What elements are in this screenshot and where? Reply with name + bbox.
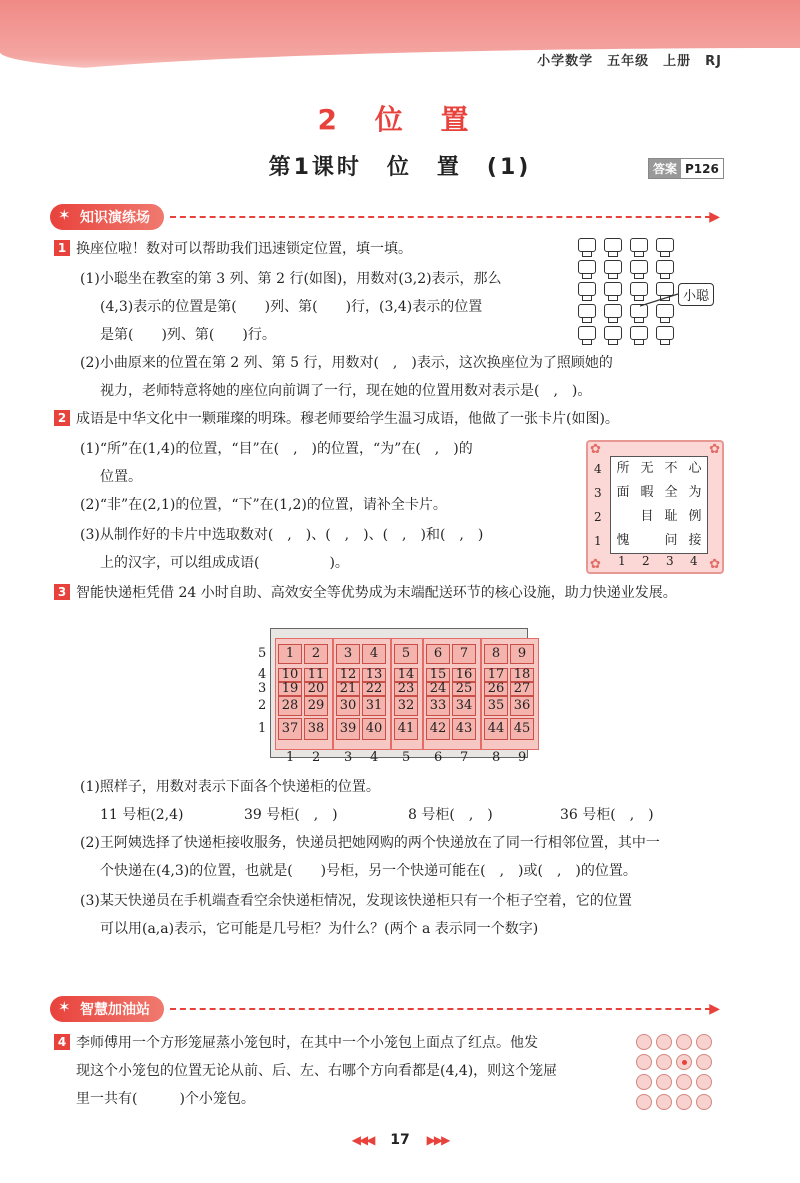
q1-p1-l2: (4,3)表示的位置是第( )列、第( )行，(3,4)表示的位置 bbox=[100, 299, 483, 315]
bun bbox=[696, 1054, 712, 1070]
locker-box: 8 bbox=[484, 644, 508, 664]
locker-box: 13 bbox=[362, 668, 386, 682]
seat bbox=[656, 260, 674, 274]
card-cell bbox=[611, 505, 635, 529]
q3-stem-text: 智能快递柜凭借 24 小时自助、高效安全等优势成为末端配送环节的核心设施，助力快递业发展。 bbox=[76, 585, 677, 601]
card-col-label: 1 bbox=[618, 554, 626, 568]
locker-box: 6 bbox=[426, 644, 450, 664]
q3-stem bbox=[54, 582, 677, 602]
seat bbox=[630, 238, 648, 252]
locker-box: 19 bbox=[278, 682, 302, 696]
locker-box: 1 bbox=[278, 644, 302, 664]
locker-row-label: 3 bbox=[258, 681, 267, 696]
q1-stem bbox=[54, 238, 412, 258]
card-cell: 全 bbox=[664, 485, 678, 500]
locker-box: 14 bbox=[394, 668, 418, 682]
card-cell: 问 bbox=[664, 533, 678, 548]
bun bbox=[696, 1034, 712, 1050]
arrow-right-icon: ▶ bbox=[709, 209, 720, 225]
q4-l2: 现这个小笼包的位置无论从前、后、左、右哪个方向看都是(4,4)，则这个笼屉 bbox=[76, 1063, 558, 1079]
q4-l3: 里一共有( )个小笼包。 bbox=[76, 1091, 255, 1107]
q2-stem-text: 成语是中华文化中一颗璀璨的明珠。穆老师要给学生温习成语，他做了一张卡片(如图)。 bbox=[76, 411, 619, 427]
bun bbox=[636, 1054, 652, 1070]
locker-box: 22 bbox=[362, 682, 386, 696]
locker-figure bbox=[256, 622, 556, 772]
bun bbox=[656, 1054, 672, 1070]
arrow-right-icon: ▶ bbox=[709, 1001, 720, 1017]
card-cell bbox=[635, 529, 659, 553]
section-practice-label: 知识演练场 bbox=[80, 210, 150, 226]
bun bbox=[696, 1074, 712, 1090]
q4-l1 bbox=[54, 1032, 538, 1052]
q3-p1-item-4: 36 号柜( , ) bbox=[560, 807, 654, 823]
card-cell: 无 bbox=[640, 461, 654, 476]
pointer-line bbox=[640, 290, 680, 310]
section-wisdom bbox=[50, 996, 720, 1022]
lesson-title: 第1课时 位 置 (1) bbox=[268, 155, 532, 180]
card-cell: 为 bbox=[688, 485, 702, 500]
star-person-icon: ✶ bbox=[58, 998, 71, 1016]
q3-p1-item-1: 11 号柜(2,4) bbox=[100, 807, 184, 823]
card-cell: 心 bbox=[688, 461, 702, 476]
arrows-left-icon: ◀◀◀ bbox=[351, 1133, 374, 1147]
card-cell: 目 bbox=[640, 509, 654, 524]
bun bbox=[656, 1074, 672, 1090]
q1-p2-l1: (2)小曲原来的位置在第 2 列、第 5 行，用数对( , )表示，这次换座位为了照顾她的 bbox=[80, 355, 613, 371]
seat bbox=[578, 238, 596, 252]
locker-box: 41 bbox=[394, 718, 418, 740]
q3-p3-l2: 可以用(a,a)表示，它可能是几号柜？为什么？(两个 a 表示同一个数字) bbox=[100, 921, 539, 937]
card-cell: 耻 bbox=[664, 509, 678, 524]
q2-p3-l2: 上的汉字，可以组成成语( )。 bbox=[100, 555, 349, 571]
card-row-label: 1 bbox=[594, 534, 602, 548]
locker-box: 5 bbox=[394, 644, 418, 664]
locker-col-label: 7 bbox=[460, 750, 469, 765]
bun bbox=[696, 1094, 712, 1110]
seat bbox=[604, 304, 622, 318]
card-row-label: 2 bbox=[594, 510, 602, 524]
bun bbox=[636, 1094, 652, 1110]
locker-box: 11 bbox=[304, 668, 328, 682]
q3-p1: (1)照样子，用数对表示下面各个快递柜的位置。 bbox=[80, 779, 380, 795]
q2-p3-l1: (3)从制作好的卡片中选取数对( , )、( , )、( , )和( , ) bbox=[80, 527, 484, 543]
locker-col-label: 4 bbox=[370, 750, 379, 765]
locker-box: 39 bbox=[336, 718, 360, 740]
locker-box: 44 bbox=[484, 718, 508, 740]
card-col-label: 3 bbox=[666, 554, 674, 568]
q2-number: 2 bbox=[54, 410, 70, 426]
locker-box: 31 bbox=[362, 696, 386, 716]
locker-box: 29 bbox=[304, 696, 328, 716]
answer-tag[interactable] bbox=[648, 158, 724, 179]
locker-col-label: 8 bbox=[492, 750, 501, 765]
arrows-right-icon: ▶▶▶ bbox=[426, 1133, 449, 1147]
bun bbox=[656, 1094, 672, 1110]
q3-p2-l2: 个快递在(4,3)的位置，也就是( )号柜，另一个快递可能在( , )或( , )的位置。 bbox=[100, 863, 637, 879]
card-row-label: 4 bbox=[594, 462, 602, 476]
card-cell: 所 bbox=[616, 461, 630, 476]
q2-p1-l1: (1)“所”在(1,4)的位置，“目”在( , )的位置，“为”在( , )的 bbox=[80, 441, 473, 457]
flower-icon: ✿ bbox=[590, 557, 601, 572]
flower-icon: ✿ bbox=[709, 442, 720, 457]
q3-p1-item-2: 39 号柜( , ) bbox=[244, 807, 338, 823]
q1-p1-l1: (1)小聪坐在教室的第 3 列、第 2 行(如图)，用数对(3,2)表示，那么 bbox=[80, 271, 502, 287]
locker-col-label: 9 bbox=[518, 750, 527, 765]
locker-box: 37 bbox=[278, 718, 302, 740]
q1-number: 1 bbox=[54, 240, 70, 256]
idiom-card bbox=[586, 440, 724, 574]
locker-row-label: 4 bbox=[258, 667, 267, 682]
bun bbox=[636, 1074, 652, 1090]
locker-box: 34 bbox=[452, 696, 476, 716]
card-col-label: 2 bbox=[642, 554, 650, 568]
page-number: 17 bbox=[390, 1132, 410, 1148]
locker-box: 10 bbox=[278, 668, 302, 682]
red-dot-bun bbox=[676, 1054, 692, 1070]
card-cell: 接 bbox=[688, 533, 702, 548]
q1-p1-l3: 是第( )列、第( )行。 bbox=[100, 327, 276, 343]
q3-p1-item-3: 8 号柜( , ) bbox=[408, 807, 493, 823]
card-row-label: 3 bbox=[594, 486, 602, 500]
locker-box: 20 bbox=[304, 682, 328, 696]
locker-box: 12 bbox=[336, 668, 360, 682]
q4-l1-text: 李师傅用一个方形笼屉蒸小笼包时，在其中一个小笼包上面点了红点。他发 bbox=[76, 1035, 538, 1051]
locker-box: 7 bbox=[452, 644, 476, 664]
locker-col-label: 6 bbox=[434, 750, 443, 765]
locker-col-label: 5 bbox=[402, 750, 411, 765]
bun bbox=[676, 1094, 692, 1110]
unit-title: 2 位 置 bbox=[317, 103, 483, 136]
locker-box: 9 bbox=[510, 644, 534, 664]
answer-page: P126 bbox=[685, 161, 719, 176]
seat bbox=[604, 282, 622, 296]
seat bbox=[578, 304, 596, 318]
locker-box: 27 bbox=[510, 682, 534, 696]
locker-box: 16 bbox=[452, 668, 476, 682]
locker-box: 4 bbox=[362, 644, 386, 664]
page-footer bbox=[0, 1132, 800, 1148]
section-wisdom-label: 智慧加油站 bbox=[80, 1002, 150, 1018]
locker-box: 24 bbox=[426, 682, 450, 696]
idiom-grid bbox=[610, 456, 708, 554]
seat bbox=[630, 260, 648, 274]
bun bbox=[636, 1034, 652, 1050]
bun bbox=[676, 1034, 692, 1050]
locker-box: 33 bbox=[426, 696, 450, 716]
locker-box: 18 bbox=[510, 668, 534, 682]
card-cell: 暇 bbox=[640, 485, 654, 500]
locker-box: 43 bbox=[452, 718, 476, 740]
flower-icon: ✿ bbox=[590, 442, 601, 457]
locker-box: 26 bbox=[484, 682, 508, 696]
locker-box: 21 bbox=[336, 682, 360, 696]
q2-p1-l2: 位置。 bbox=[100, 469, 142, 485]
locker-row-label: 1 bbox=[258, 721, 267, 736]
card-cell: 不 bbox=[664, 461, 678, 476]
locker-box: 32 bbox=[394, 696, 418, 716]
locker-box: 38 bbox=[304, 718, 328, 740]
steamer-figure bbox=[634, 1032, 716, 1112]
q4-number: 4 bbox=[54, 1034, 70, 1050]
seat bbox=[578, 326, 596, 340]
seat bbox=[656, 326, 674, 340]
seat bbox=[578, 260, 596, 274]
locker-box: 35 bbox=[484, 696, 508, 716]
locker-box: 23 bbox=[394, 682, 418, 696]
q3-p2-l1: (2)王阿姨选择了快递柜接收服务，快递员把她网购的两个快递放在了同一行相邻位置，其中一 bbox=[80, 835, 660, 851]
q1-stem-text: 换座位啦！数对可以帮助我们迅速锁定位置，填一填。 bbox=[76, 241, 412, 257]
locker-col-label: 2 bbox=[312, 750, 321, 765]
card-col-label: 4 bbox=[690, 554, 698, 568]
locker-col-label: 3 bbox=[344, 750, 353, 765]
locker-box: 36 bbox=[510, 696, 534, 716]
seat bbox=[630, 326, 648, 340]
locker-box: 45 bbox=[510, 718, 534, 740]
flower-icon: ✿ bbox=[709, 557, 720, 572]
locker-col-label: 1 bbox=[286, 750, 295, 765]
q3-p3-l1: (3)某天快递员在手机端查看空余快递柜情况，发现该快递柜只有一个柜子空着，它的位置 bbox=[80, 893, 632, 909]
q3-number: 3 bbox=[54, 584, 70, 600]
seat bbox=[578, 282, 596, 296]
seat bbox=[604, 326, 622, 340]
q1-p2-l2: 视力，老师特意将她的座位向前调了一行，现在她的位置用数对表示是( , )。 bbox=[100, 383, 592, 399]
locker-row-label: 2 bbox=[258, 698, 267, 713]
q2-stem bbox=[54, 408, 619, 428]
header-label: 小学数学 五年级 上册 RJ bbox=[537, 54, 722, 69]
bun bbox=[676, 1074, 692, 1090]
card-cell: 例 bbox=[688, 509, 702, 524]
answer-label: 答案 bbox=[649, 159, 681, 178]
seat bbox=[656, 238, 674, 252]
locker-box: 42 bbox=[426, 718, 450, 740]
section-practice bbox=[50, 204, 720, 230]
locker-box: 2 bbox=[304, 644, 328, 664]
seat bbox=[604, 238, 622, 252]
locker-box: 15 bbox=[426, 668, 450, 682]
locker-box: 17 bbox=[484, 668, 508, 682]
card-cell: 愧 bbox=[616, 533, 630, 548]
seat bbox=[604, 260, 622, 274]
q2-p2: (2)“非”在(2,1)的位置，“下”在(1,2)的位置，请补全卡片。 bbox=[80, 497, 447, 513]
xiaocong-label: 小聪 bbox=[678, 283, 714, 306]
star-person-icon: ✶ bbox=[58, 206, 71, 224]
locker-box: 40 bbox=[362, 718, 386, 740]
locker-box: 30 bbox=[336, 696, 360, 716]
locker-row-label: 5 bbox=[258, 646, 267, 661]
locker-box: 25 bbox=[452, 682, 476, 696]
locker-box: 28 bbox=[278, 696, 302, 716]
locker-box: 3 bbox=[336, 644, 360, 664]
card-cell: 面 bbox=[616, 485, 630, 500]
bun bbox=[656, 1034, 672, 1050]
